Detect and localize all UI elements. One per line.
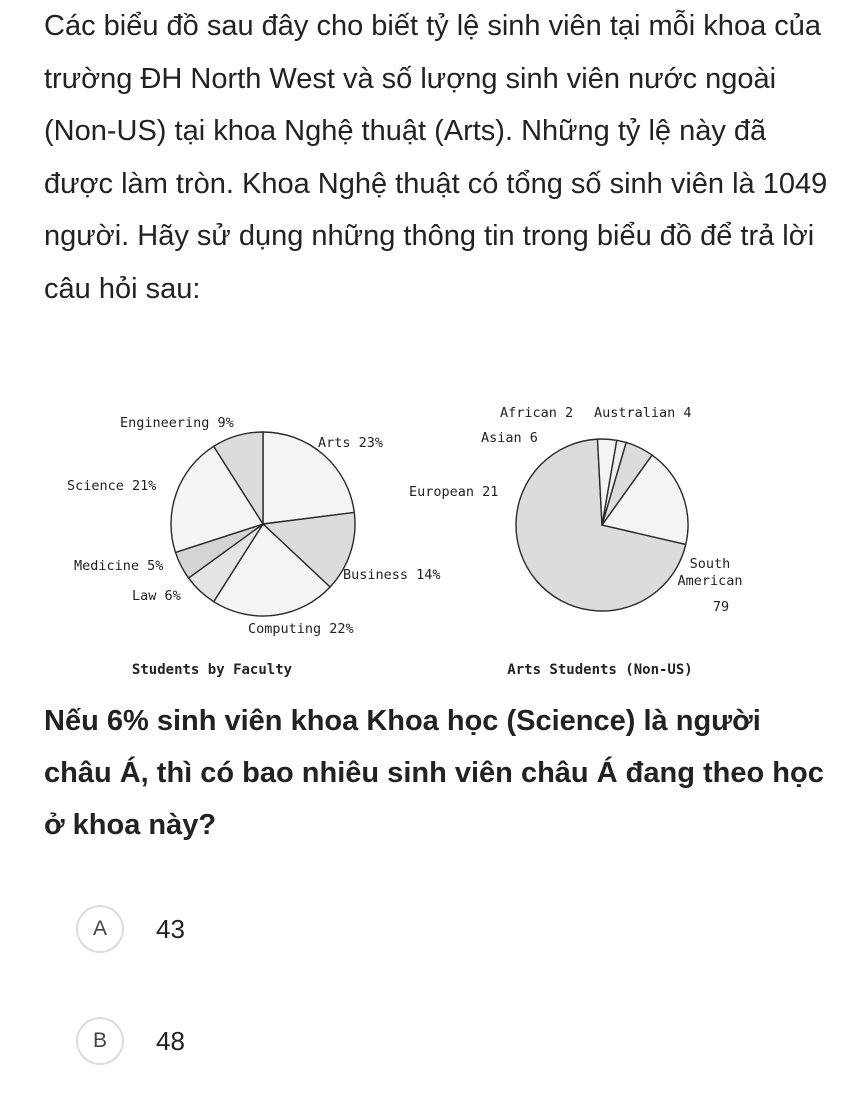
- arts-nonus-pie-chart: [516, 439, 688, 611]
- faculty-label-law: Law 6%: [132, 588, 181, 604]
- pie-charts-svg: [50, 392, 770, 692]
- arts-label-european: European 21: [409, 484, 499, 500]
- faculty-label-engineering: Engineering 9%: [120, 415, 234, 431]
- faculty-label-business: Business 14%: [343, 567, 441, 583]
- faculty-label-computing: Computing 22%: [248, 621, 354, 637]
- arts-label-african: African 2: [500, 405, 574, 421]
- option-b-letter: B: [76, 1017, 124, 1065]
- option-b-value: 48: [156, 1025, 185, 1056]
- arts-label-south-american-value: 79: [712, 599, 730, 615]
- arts-chart-title: Arts Students (Non-US): [507, 662, 693, 678]
- arts-label-south-american: South American: [677, 556, 743, 589]
- arts-label-australian: Australian 4: [594, 405, 692, 421]
- faculty-label-medicine: Medicine 5%: [74, 558, 164, 574]
- intro-paragraph: Các biểu đồ sau đây cho biết tỷ lệ sinh viên tại mỗi khoa của trường ĐH North West và số lượng sinh viên nước ngoài (Non-US) tại khoa Nghệ thuật (Arts). Những tỷ lệ này đã được làm tròn. Khoa Nghệ thuật có tổng số sinh viên là 1049 người. Hãy sử dụng những thông tin trong biểu đồ để trả lời câu hỏi sau:: [44, 10, 828, 305]
- arts-label-asian: Asian 6: [481, 430, 538, 446]
- option-b[interactable]: [76, 1015, 185, 1067]
- faculty-pie-chart: [171, 432, 355, 616]
- pie-charts-figure: [50, 392, 770, 692]
- faculty-label-science: Science 21%: [67, 478, 157, 494]
- faculty-chart-title: Students by Faculty: [131, 662, 293, 678]
- option-a-letter: A: [76, 905, 124, 953]
- option-a[interactable]: [76, 903, 185, 955]
- question-text: Nếu 6% sinh viên khoa Khoa học (Science) là người châu Á, thì có bao nhiêu sinh viên châu Á đang theo học ở khoa này?: [44, 705, 824, 841]
- faculty-label-arts: Arts 23%: [318, 435, 384, 451]
- option-a-value: 43: [156, 913, 185, 944]
